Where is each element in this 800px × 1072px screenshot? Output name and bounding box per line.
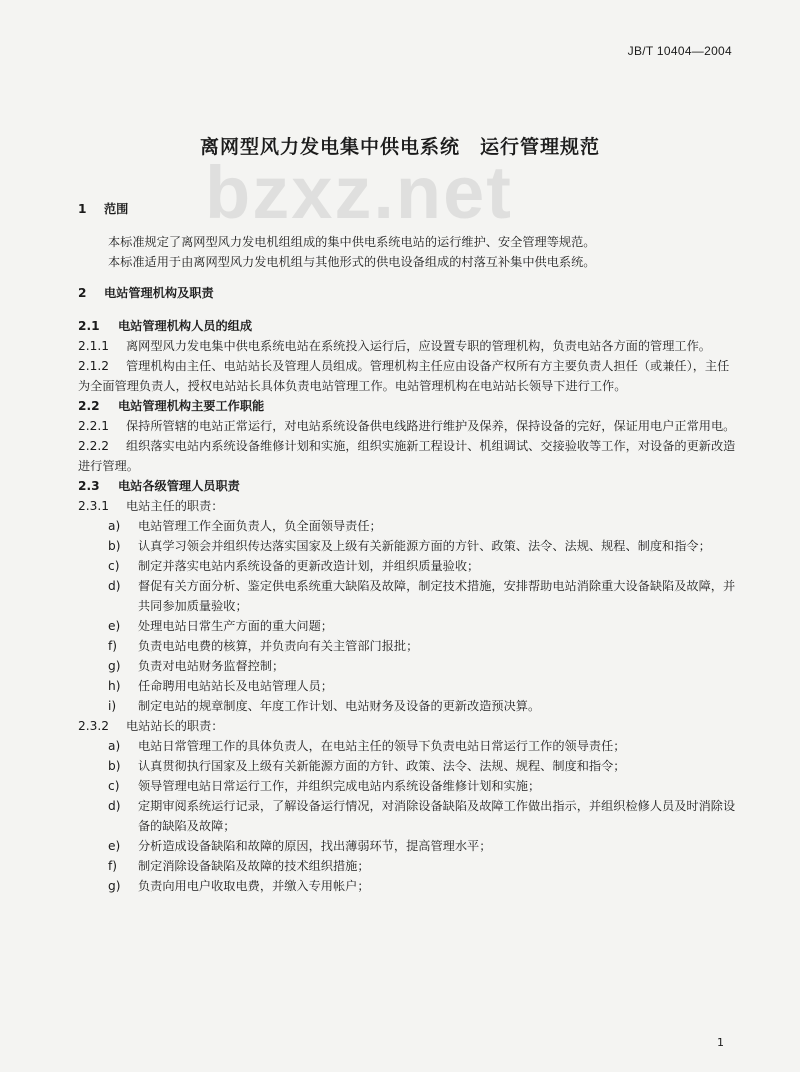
list-item: d) 督促有关方面分析、鉴定供电系统重大缺陷及故障，制定技术措施，安排帮助电站消除重大设备缺陷及故障，并共同参加质量验收； [108,579,736,613]
list-item: g) 负责对电站财务监督控制； [108,659,285,673]
list-item: e) 分析造成设备缺陷和故障的原因，找出薄弱环节，提高管理水平； [108,839,492,853]
watermark: bzxz.net [205,151,513,234]
list-item: a) 电站管理工作全面负责人，负全面领导责任； [108,519,382,533]
section-heading-1 [78,200,738,218]
subsection-heading-2-3: 2.3 电站各级管理人员职责 [78,479,240,493]
list-item: c) 制定并落实电站内系统设备的更新改造计划，并组织质量验收； [108,559,480,573]
list-item: e) 处理电站日常生产方面的重大问题； [108,619,333,633]
list-item: f) 负责电站电费的核算，并负责向有关主管部门报批； [108,639,419,653]
list-item: b) 认真贯彻执行国家及上级有关新能源方面的方针、政策、法令、法规、规程、制度和指令； [108,759,626,773]
section-number: 2 [78,286,87,300]
list-item: a) 电站日常管理工作的具体负责人，在电站主任的领导下负责电站日常运行工作的领导责任； [108,739,626,753]
clause-2-2-2: 2.2.2 组织落实电站内系统设备维修计划和实施，组织实施新工程设计、机组调试、交接验收等工作，对设备的更新改造进行管理。 [78,439,736,473]
section-number: 1 [78,202,87,216]
clause-2-3-2-heading: 2.3.2 电站站长的职责： [78,719,224,733]
list-item: d) 定期审阅系统运行记录，了解设备运行情况，对消除设备缺陷及故障工作做出指示，并组织检修人员及时消除设备的缺陷及故障； [108,799,736,833]
subsection-heading-2-1: 2.1 电站管理机构人员的组成 [78,319,253,333]
standard-code: JB/T 10404—2004 [627,44,732,58]
section-title: 电站管理机构及职责 [104,286,214,300]
clause-2-2-1: 2.2.1 保持所管辖的电站正常运行，对电站系统设备供电线路进行维护及保养，保持设备的完好，保证用电户正常用电。 [78,419,736,433]
list-item: i) 制定电站的规章制度、年度工作计划、电站财务及设备的更新改造预决算。 [108,699,541,713]
clause-2-3-1-heading: 2.3.1 电站主任的职责： [78,499,224,513]
list-item: f) 制定消除设备缺陷及故障的技术组织措施； [108,859,370,873]
section-title: 范围 [104,202,129,216]
scope-paragraph-2: 本标准适用于由离网型风力发电机组与其他形式的供电设备组成的村落互补集中供电系统。 [108,255,596,269]
section-heading-2 [78,284,738,302]
scope-paragraph-1: 本标准规定了离网型风力发电机组组成的集中供电系统电站的运行维护、安全管理等规范。 [108,235,596,249]
list-item: b) 认真学习领会并组织传达落实国家及上级有关新能源方面的方针、政策、法令、法规、规程、制度和指令； [108,539,711,553]
document-title: 离网型风力发电集中供电系统 运行管理规范 [199,136,600,158]
clause-2-1-1: 2.1.1 离网型风力发电集中供电系统电站在系统投入运行后，应设置专职的管理机构，负责电站各方面的管理工作。 [78,339,711,353]
subsection-heading-2-2: 2.2 电站管理机构主要工作职能 [78,399,265,413]
director-duties-list [78,516,738,716]
station-chief-duties-list [78,736,738,896]
page-number: 1 [717,1036,724,1049]
list-item: h) 任命聘用电站站长及电站管理人员； [108,679,333,693]
clause-2-1-2: 2.1.2 管理机构由主任、电站站长及管理人员组成。管理机构主任应由设备产权所有方主要负责人担任（或兼任），主任为全面管理负责人，授权电站站长具体负责电站管理工作。电站管理机构在电站站长领导下进行工作。 [78,359,730,393]
list-item: g) 负责向用电户收取电费，并缴入专用帐户； [108,879,370,893]
list-item: c) 领导管理电站日常运行工作，并组织完成电站内系统设备维修计划和实施； [108,779,541,793]
document-body [78,200,738,896]
